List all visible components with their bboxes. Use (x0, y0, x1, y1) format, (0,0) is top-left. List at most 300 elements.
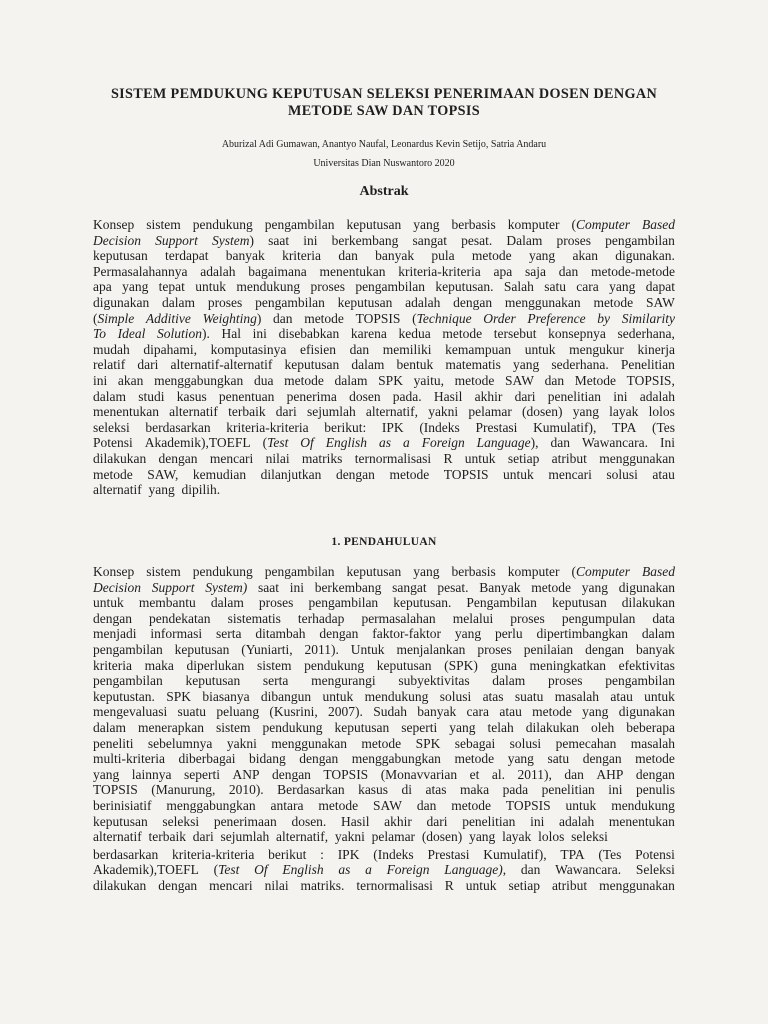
word: yakni (334, 829, 365, 845)
text-line (93, 264, 675, 280)
word: Banyak (479, 579, 521, 595)
word: Of (300, 435, 314, 451)
word: yang (507, 751, 534, 767)
word: penerimaan (213, 813, 277, 829)
word: metode (635, 751, 675, 767)
word: metode (532, 704, 572, 720)
word: Additive (145, 310, 191, 326)
word: seperti (183, 766, 220, 782)
word: penilaian (523, 641, 574, 657)
word: akhir (474, 388, 503, 404)
word: akhir (384, 813, 412, 829)
word: menerapkan (138, 719, 204, 735)
word: mengevaluasi (93, 704, 168, 720)
word: untuk (465, 877, 497, 893)
word: lainnya (131, 766, 172, 782)
word: terbaik (148, 829, 186, 845)
word: yang (449, 719, 476, 735)
word: Similarity (621, 310, 675, 326)
word: keputusan (346, 217, 402, 232)
word: mencari (548, 466, 592, 482)
word: Ini (659, 435, 675, 451)
word: metode (318, 797, 359, 813)
word: masalah (630, 735, 675, 751)
word: English (282, 862, 324, 878)
word: menentukan (319, 263, 386, 279)
title-line: METODE SAW DAN TOPSIS (288, 103, 480, 119)
word: et (469, 766, 480, 782)
text-line (93, 595, 675, 611)
word: sederhana. (551, 357, 609, 373)
word: metode-metode (590, 263, 675, 279)
word: metode (531, 579, 571, 595)
word: suatu (514, 688, 544, 704)
word: English (325, 435, 368, 451)
word: Pengambilan (466, 595, 537, 611)
word: alternatif-alternatif (170, 357, 273, 373)
word: berkembang (314, 579, 382, 595)
word: To (93, 326, 107, 342)
word: bidang (248, 751, 286, 767)
word: data (652, 610, 675, 626)
word: untuk (93, 595, 124, 611)
word: digunakan. (615, 248, 675, 264)
word: Of (254, 862, 268, 878)
word: sistem (256, 657, 292, 673)
word: ini (289, 579, 304, 595)
word: relatif (93, 357, 126, 373)
word: antara (270, 797, 304, 813)
word: penentuan (218, 388, 275, 404)
text-line (93, 435, 675, 451)
text-line (93, 233, 675, 249)
word: adalah (559, 813, 595, 829)
word: satu (544, 279, 566, 295)
word: setiap (508, 877, 540, 893)
word: tepat (158, 279, 185, 295)
word: solusi (509, 735, 542, 751)
word: dan (544, 372, 565, 388)
word: yang (581, 579, 608, 595)
word: dan (338, 248, 358, 264)
word: Seleksi (635, 862, 675, 878)
word: dilanjutkan (260, 466, 322, 482)
word: kriteria (93, 657, 132, 673)
word: (Test (262, 435, 289, 451)
word: atribut (551, 877, 588, 893)
word: pada (502, 782, 529, 798)
word: proses (477, 641, 512, 657)
word: sejumlah (220, 829, 270, 845)
word: keputusan (334, 719, 390, 735)
word: dilakukan (93, 877, 147, 893)
word: bagaimana (248, 263, 307, 279)
word: Ideal (117, 326, 146, 342)
word: alternatif (169, 404, 218, 420)
word: dengan (158, 450, 198, 466)
word: seperti (401, 719, 438, 735)
word: (Manurung, (151, 782, 216, 798)
word: bentuk (396, 357, 434, 373)
word: pesat. (437, 579, 469, 595)
word: penelitian (462, 813, 516, 829)
word: atau (652, 466, 675, 482)
text-line (93, 814, 675, 830)
text-line (93, 404, 675, 420)
word: dalam (93, 719, 126, 735)
word: System) (205, 579, 248, 595)
word: Weighting) (202, 310, 262, 326)
word: saat (268, 232, 290, 248)
word: mudah (93, 341, 130, 357)
word: Based (642, 564, 675, 579)
word: SAW, (147, 466, 179, 482)
word: sistematis (227, 610, 281, 626)
text-line (93, 342, 675, 358)
word: mendukung (364, 688, 429, 704)
word: setiap (507, 450, 540, 466)
word: tersebut (493, 326, 537, 342)
word: komputer (507, 564, 560, 579)
word: banyak (375, 248, 415, 264)
word: metode (454, 372, 495, 388)
word: Kumulatif), (483, 846, 547, 862)
text-line (93, 704, 675, 720)
word: pendukung (262, 719, 323, 735)
word: banyak (225, 248, 265, 264)
word: penulis (635, 782, 675, 798)
word: (Computer (571, 564, 630, 579)
word: Permasalahannya (93, 263, 188, 279)
word: matematis (445, 357, 501, 373)
word: Potensi (635, 846, 675, 862)
word: adalah (200, 263, 236, 279)
word: terhadap (297, 610, 345, 626)
word: ini (608, 782, 623, 798)
text-line (93, 580, 675, 596)
word: yakni (428, 404, 459, 420)
word: (Yuniarti, (241, 641, 293, 657)
word: TOPSIS (355, 310, 401, 326)
text-line (93, 782, 675, 798)
word: Hal (221, 326, 242, 342)
word: Penelitian (620, 357, 675, 373)
word: dengan (93, 610, 132, 626)
text-line (93, 420, 675, 436)
word: alternatif, (365, 404, 418, 420)
word: yang (413, 217, 440, 232)
word: dengan (335, 466, 375, 482)
word: (dosen) (421, 829, 463, 845)
section-heading: 1. PENDAHULUAN (331, 536, 437, 548)
paper-title (60, 86, 708, 120)
word: proses (207, 294, 243, 310)
word: as (338, 862, 351, 878)
word: beberapa (626, 719, 675, 735)
word: ini (303, 232, 318, 248)
word: dibangun (260, 688, 312, 704)
word: masalah (554, 688, 599, 704)
word: yakni (226, 735, 257, 751)
word: dari (275, 404, 297, 420)
word: menjalankan (396, 641, 466, 657)
word: yang (513, 357, 540, 373)
word: keputusan (376, 657, 432, 673)
word: diperlukan (186, 657, 245, 673)
word: berkembang (331, 232, 399, 248)
word: saat (257, 579, 279, 595)
word: kriteria-kriteria (226, 419, 309, 435)
word: layak (609, 404, 639, 420)
word: kriteria-kriteria (398, 263, 481, 279)
word: dengan (319, 626, 359, 642)
text-line (93, 798, 675, 814)
word: dalam (334, 372, 368, 388)
word: akan (572, 248, 598, 264)
word: yang (413, 564, 440, 579)
word: pengambilan (264, 564, 335, 579)
word: untuk (503, 466, 534, 482)
word: metode (442, 326, 483, 342)
word: banyak (635, 641, 675, 657)
word: informasi (150, 626, 203, 642)
word: SAW (505, 372, 534, 388)
word: untuk (644, 688, 675, 704)
word: proses (258, 595, 294, 611)
word: Konsep (93, 564, 135, 579)
word: pendekatan (149, 610, 211, 626)
word: serta (262, 673, 289, 689)
word: Salah (503, 279, 534, 295)
word: Solution). (157, 326, 210, 342)
word: pelamar (371, 829, 416, 845)
word: keputusan (346, 564, 402, 579)
word: IPK (337, 846, 360, 862)
text-line (93, 767, 675, 783)
word: pendukung (192, 217, 253, 232)
text-line (93, 736, 675, 752)
word: berdasarkan (145, 419, 211, 435)
word: digunakan (93, 294, 150, 310)
word: mengukur (569, 341, 624, 357)
word: ditambah (255, 626, 306, 642)
word: ini (252, 326, 267, 342)
word: yang (469, 829, 496, 845)
word: dan (349, 341, 370, 357)
word: 2011). (304, 641, 339, 657)
abstract-heading: Abstrak (359, 184, 409, 199)
word: yang (454, 626, 482, 642)
text-line (93, 311, 675, 327)
word: sistem (215, 719, 251, 735)
text-line (93, 878, 675, 894)
word: atribut (551, 450, 587, 466)
word: pengumpulan (561, 610, 636, 626)
word: digunakan (618, 579, 675, 595)
word: dari (137, 357, 159, 373)
word: meningkatkan (529, 657, 606, 673)
word: System) (212, 232, 255, 248)
word: (Indeks (373, 846, 414, 862)
word: menentukan (93, 404, 159, 420)
word: (Monavvarian (380, 766, 458, 782)
word: proses (556, 232, 592, 248)
text-line (93, 689, 675, 705)
word: Untuk (350, 641, 385, 657)
word: metode (454, 751, 495, 767)
word: Berdasarkan (277, 782, 345, 798)
text-line (93, 326, 675, 342)
word: SAW (645, 294, 675, 310)
word: nilai (264, 877, 289, 893)
text-line (93, 248, 675, 264)
word: konsepnya (548, 326, 606, 342)
word: a (365, 862, 372, 878)
word: berbasis (451, 564, 496, 579)
word: mengurangi (311, 673, 376, 689)
word: as (379, 435, 392, 451)
word: menentukan (608, 813, 675, 829)
word: TOPSIS (93, 782, 138, 798)
word: komputer (507, 217, 560, 232)
word: pengambilan (264, 217, 335, 232)
word: cara (466, 704, 490, 720)
word: lolos (538, 829, 565, 845)
author-names: Aburizal Adi Gumawan, Anantyo Naufal, Leonardus Kevin Setijo, Satria Andaru (221, 139, 547, 150)
word: pendukung (304, 657, 365, 673)
word: yang (609, 279, 636, 295)
word: atau (499, 704, 522, 720)
word: mencari (209, 877, 253, 893)
text-line (93, 751, 675, 767)
word: pengambilan (605, 673, 675, 689)
word: Metode (574, 372, 617, 388)
word: TPA (612, 419, 637, 435)
word: Decision (93, 232, 141, 248)
word: (Technique (412, 310, 472, 326)
word: yang (93, 766, 120, 782)
word: dosen. (291, 813, 327, 829)
word: dengan (158, 877, 198, 893)
word: R (443, 450, 453, 466)
word: yang (572, 404, 599, 420)
word: di (401, 782, 413, 798)
word: dari (192, 829, 214, 845)
word: kriteria-kriteria (171, 846, 255, 862)
word: by (597, 310, 611, 326)
word: sistem (146, 217, 181, 232)
word: Kumulatif), (533, 419, 597, 435)
word: untuk (322, 688, 354, 704)
text-line (93, 611, 675, 627)
text-line (93, 720, 675, 736)
word: perlu (494, 626, 523, 642)
word: dalam (641, 626, 675, 642)
word: menggabungkan (351, 751, 441, 767)
word: Support (151, 579, 195, 595)
word: biasanya (202, 688, 250, 704)
word: kasus (358, 782, 389, 798)
word: TOPSIS (443, 466, 489, 482)
word: Order (483, 310, 516, 326)
word: keputusan (174, 641, 230, 657)
word: dan (273, 310, 293, 326)
word: ini (93, 372, 108, 388)
word: dari (514, 388, 536, 404)
word: dan (550, 435, 571, 451)
word: seleksi (162, 813, 200, 829)
word: dalam (351, 357, 385, 373)
word: berbasis (451, 217, 496, 232)
word: alternatif (93, 829, 142, 845)
word: solusi (606, 466, 638, 482)
text-line (93, 279, 675, 295)
word: berikut (268, 846, 307, 862)
word: (dosen) (522, 404, 563, 420)
word: saja (524, 263, 546, 279)
word: menggabungkan (154, 372, 244, 388)
word: atas (425, 782, 447, 798)
word: TOPSIS (323, 766, 369, 782)
word: telah (487, 719, 514, 735)
word: Foreign (386, 862, 430, 878)
word: yang (122, 279, 149, 295)
word: efektivitas (618, 657, 675, 673)
text-line (93, 673, 675, 689)
word: Language), (444, 862, 507, 878)
word: dan (558, 263, 579, 279)
word: nilai (265, 450, 290, 466)
word: guna (490, 657, 517, 673)
author-block (80, 135, 688, 173)
text-line (93, 389, 675, 405)
word: kedua (398, 326, 431, 342)
word: Wawancara. (555, 862, 622, 878)
word: disebabkan (278, 326, 340, 342)
word: dengan (453, 294, 493, 310)
word: pengambilan (255, 294, 325, 310)
word: Sudah (373, 704, 407, 720)
text-line (93, 482, 675, 498)
word: sejumlah (306, 404, 356, 420)
word: sistem (146, 564, 181, 579)
word: dalam (210, 595, 244, 611)
word: pengambilan (93, 641, 163, 657)
word: Preference (527, 310, 586, 326)
text-line (93, 829, 675, 845)
text-line (93, 626, 675, 642)
word: metode (93, 466, 133, 482)
word: multi-kriteria (93, 751, 165, 767)
word: permasalahan (361, 610, 436, 626)
word: serta (215, 626, 242, 642)
word: pelamar (468, 404, 512, 420)
word: peluang (216, 704, 260, 720)
word: Akademik),TOEFL (144, 435, 251, 451)
word: solusi (439, 688, 472, 704)
word: proses (310, 279, 345, 295)
word: keputusan (337, 294, 393, 310)
word: ini (530, 813, 545, 829)
word: alternatif (93, 482, 142, 498)
word: ini (613, 388, 628, 404)
word: pengambilan (93, 673, 163, 689)
word: metode (593, 294, 634, 310)
word: karena (350, 326, 387, 342)
word: kemampuan (445, 341, 512, 357)
word: sebelumnya (147, 735, 213, 751)
word: dengan (299, 751, 339, 767)
